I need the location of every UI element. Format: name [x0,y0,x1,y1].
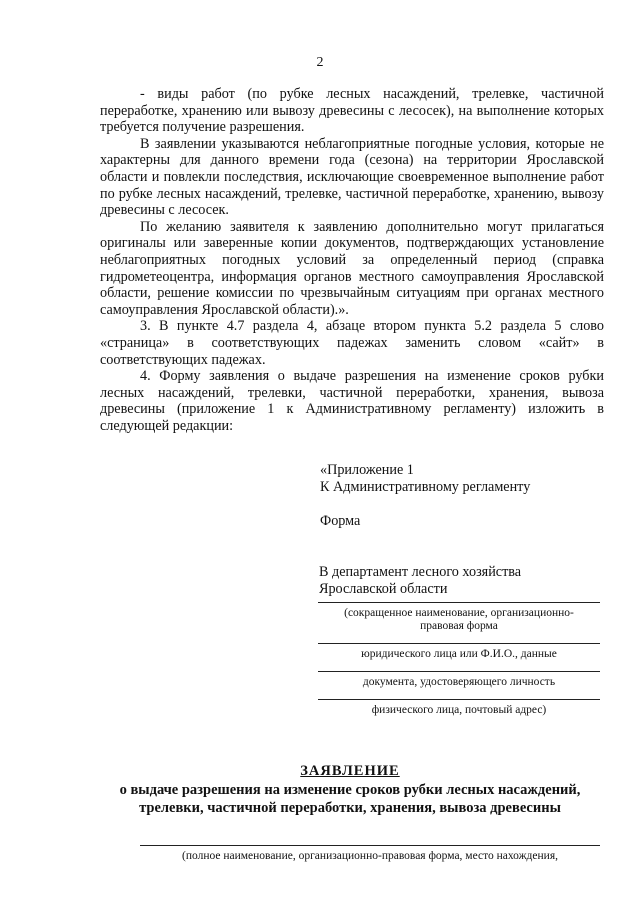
page-number: 2 [316,55,324,70]
paragraph-attachments: По желанию заявителя к заявлению дополнительно могут прилагаться оригиналы или заверенные копии документов, подтверждающих установление неблагоприятных погодных условий за определенный период (справка гидрометеоцентра, информация органов местного самоуправления Ярославской области, решение комиссии по чрезвычайным ситуациям при органах местного самоуправления Ярославской области).». [100,218,604,318]
document-title [60,762,640,818]
paragraph-weather-conditions: В заявлении указываются неблагоприятные погодные условия, которые не характерны для данного времени года (сезона) на территории Ярославской области и повлекли последствия, исключающие своевременное выполнение работ по рубке лесных насаждений, трелевке, частичной переработке, хранению, вывозу древесины с лесосек. [100,135,604,219]
fill-caption: (сокращенное наименование, организационно- [344,607,574,619]
appendix-line-1: «Приложение 1 [320,462,414,478]
full-name-line [140,845,600,846]
fill-caption: физического лица, почтовый адрес) [371,704,547,716]
paragraph-work-types: - виды работ (по рубке лесных насаждений, трелевке, частичной переработке, хранению или вывозу древесины с лесосек), на выполнение которых требуется получение разрешения. [100,86,604,136]
form-label: Форма [320,513,361,529]
fill-caption: юридического лица или Ф.И.О., данные [361,648,557,660]
appendix-line-2: К Административному регламенту [320,479,531,495]
paragraph-item-4: 4. Форму заявления о выдаче разрешения на изменение сроков рубки лесных насаждений, трелевки, частичной переработки, хранения, вывоза древесины (приложение 1 к Административному регламенту) изложить в следующей редакции: [100,368,604,434]
addressee-line-2: Ярославской области [319,581,448,597]
applicant-fill-block [318,602,600,721]
full-name-caption: (полное наименование, организационно-правовая форма, место нахождения, [182,850,558,862]
title-line-2: о выдаче разрешения на изменение сроков рубки лесных насаждений, [119,781,581,798]
fill-caption-continued: правовая форма [420,620,498,632]
body-text [100,86,604,434]
addressee-line-1: В департамент лесного хозяйства [319,564,522,580]
title-line-3: трелевки, частичной переработки, хранения, вывоза древесины [139,800,561,816]
title-main: ЗАЯВЛЕНИЕ [300,763,400,779]
fill-caption: документа, удостоверяющего личность [362,676,556,688]
addressee [319,564,521,598]
appendix-header [320,462,530,530]
paragraph-item-3: 3. В пункте 4.7 раздела 4, абзаце втором пункта 5.2 раздела 5 слово «страница» в соответствующих падежах заменить словом «сайт» в соответствующих падежах. [100,318,604,368]
